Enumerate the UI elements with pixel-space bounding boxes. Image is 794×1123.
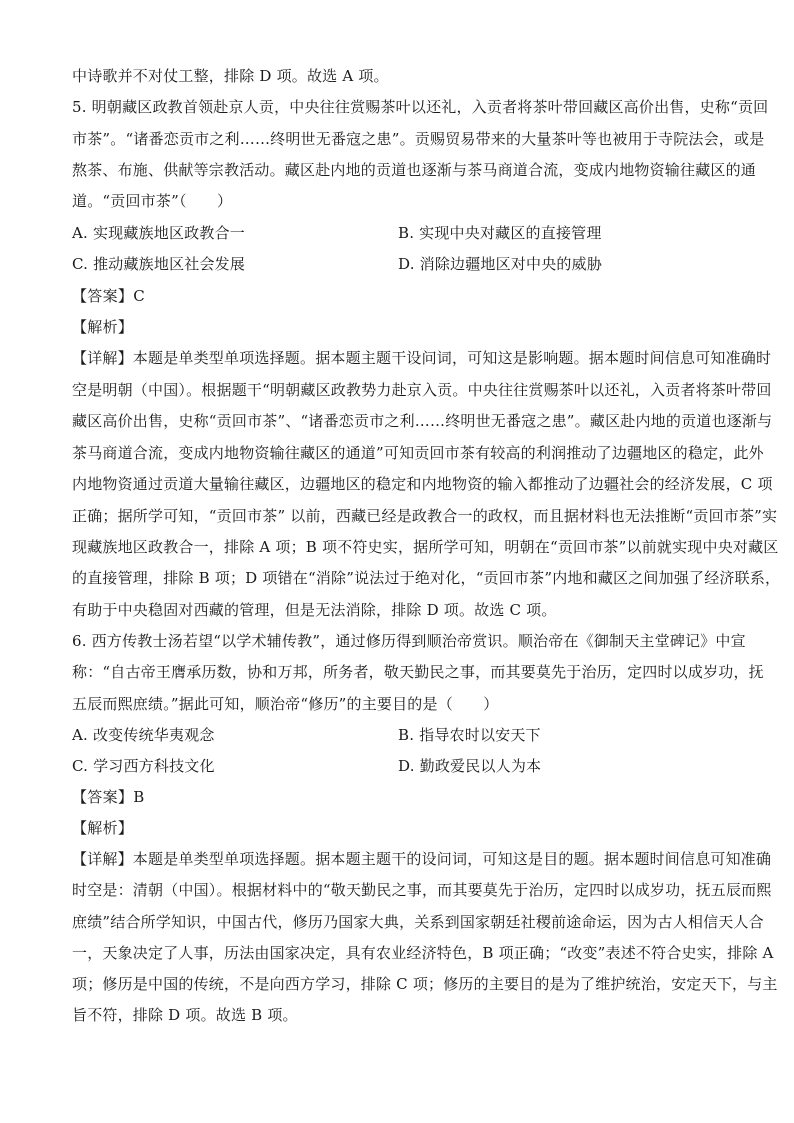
q6-detail-line-2: 时空是：清朝（中国）。根据材料中的“敬天勤民之事，而其要莫先于治历，定四时以成岁功，抚五辰而熙 — [72, 881, 772, 899]
q5-option-c: C. 推动藏族地区社会发展 — [72, 255, 246, 273]
q6-detail-line-5: 项；修历是中国的传统，不是向西方学习，排除 C 项；修历的主要目的是为了维护统治，安定天下，与主 — [72, 975, 778, 993]
q6-detail-line-3: 庶绩”结合所学知识，中国古代，修历乃国家大典，关系到国家朝廷社稷前途命运，因为古人相信天人合 — [72, 913, 764, 931]
q5-answer: 【答案】C — [72, 287, 145, 305]
q5-stem-line-1: 5. 明朝藏区政教首领赴京人贡，中央往往赏赐茶叶以还礼，入贡者将茶叶带回藏区高价出售，史称“贡回 — [72, 98, 769, 116]
q5-detail-line-4: 茶马商道合流，变成内地物资输往藏区的通道”可知贡回市茶有较高的利润推动了边疆地区的稳定，此外 — [72, 444, 764, 462]
q6-option-a: A. 改变传统华夷观念 — [72, 726, 215, 744]
q5-option-a: A. 实现藏族地区政教合一 — [72, 224, 245, 242]
q5-detail-line-8: 的直接管理，排除 B 项；D 项错在“消除”说法过于绝对化，“贡回市茶”内地和藏区之间加强了经济联系， — [72, 569, 781, 587]
q5-option-d: D. 消除边疆地区对中央的威胁 — [398, 255, 603, 273]
q5-analysis-heading: 【解析】 — [72, 318, 134, 336]
q6-option-b: B. 指导农时以安天下 — [398, 726, 541, 744]
q5-option-b: B. 实现中央对藏区的直接管理 — [398, 224, 602, 242]
q6-option-d: D. 勤政爱民以人为本 — [398, 757, 542, 775]
q6-stem-line-1: 6. 西方传教士汤若望“以学术辅传教”，通过修历得到顺治帝赏识。顺治帝在《御制天主堂碑记》中宣 — [72, 632, 746, 650]
q6-stem-line-2: 称：“自古帝王膺承历数，协和万邦，所务者，敬天勤民之事，而其要莫先于治历，定四时以成岁功，抚 — [72, 663, 764, 681]
q6-analysis-heading: 【解析】 — [72, 819, 134, 837]
q5-detail-line-5: 内地物资通过贡道大量输往藏区，边疆地区的稳定和内地物资的输入都推动了边疆社会的经济发展，C 项 — [72, 475, 773, 493]
q5-detail-line-6: 正确；据所学可知，“贡回市茶” 以前，西藏已经是政教合一的政权，而且据材料也无法推断“贡回市茶”实 — [72, 507, 778, 525]
q5-detail-line-9: 有助于中央稳固对西藏的管理，但是无法消除，排除 D 项。故选 C 项。 — [72, 601, 557, 619]
q6-detail-line-6: 旨不符，排除 D 项。故选 B 项。 — [72, 1006, 298, 1024]
q5-detail-line-1: 【详解】本题是单类型单项选择题。据本题主题干设问词，可知这是影响题。据本题时间信息可知准确时 — [72, 349, 772, 367]
q6-option-c: C. 学习西方科技文化 — [72, 757, 215, 775]
q5-detail-line-7: 现藏族地区政教合一，排除 A 项；B 项不符史实，据所学可知，明朝在“贡回市茶”以前就实现中央对藏区 — [72, 538, 779, 556]
q5-stem-line-2: 市茶”。“诸番恋贡市之利……终明世无番寇之患”。贡赐贸易带来的大量茶叶等也被用于寺院法会，或是 — [72, 130, 765, 148]
q5-stem-line-4: 道。“贡回市茶”（ ） — [72, 192, 233, 210]
intro-line: 中诗歌并不对仗工整，排除 D 项。故选 A 项。 — [72, 67, 389, 85]
q6-answer: 【答案】B — [72, 788, 145, 806]
q5-detail-line-3: 藏区高价出售，史称“贡回市茶”、“诸番恋贡市之利……终明世无番寇之患”。藏区赴内地的贡道也逐渐与 — [72, 412, 773, 430]
q6-detail-line-1: 【详解】本题是单类型单项选择题。据本题主题干的设问词，可知这是目的题。据本题时间信息可知准确 — [72, 850, 772, 868]
q6-detail-line-4: 一，天象决定了人事，历法由国家决定，具有农业经济特色，B 项正确；“改变”表述不符合史实，排除 A — [72, 944, 774, 962]
q6-stem-line-3: 五辰而熙庶绩。”据此可知，顺治帝“修历”的主要目的是（ ） — [72, 695, 499, 713]
q5-detail-line-2: 空是明朝（中国）。根据题干“明朝藏区政教势力赴京入贡。中央往往赏赐茶叶以还礼，入贡者将茶叶带回 — [72, 381, 772, 399]
q5-stem-line-3: 熬茶、布施、供献等宗教活动。藏区赴内地的贡道也逐渐与茶马商道合流，变成内地物资输往藏区的通 — [72, 161, 757, 179]
